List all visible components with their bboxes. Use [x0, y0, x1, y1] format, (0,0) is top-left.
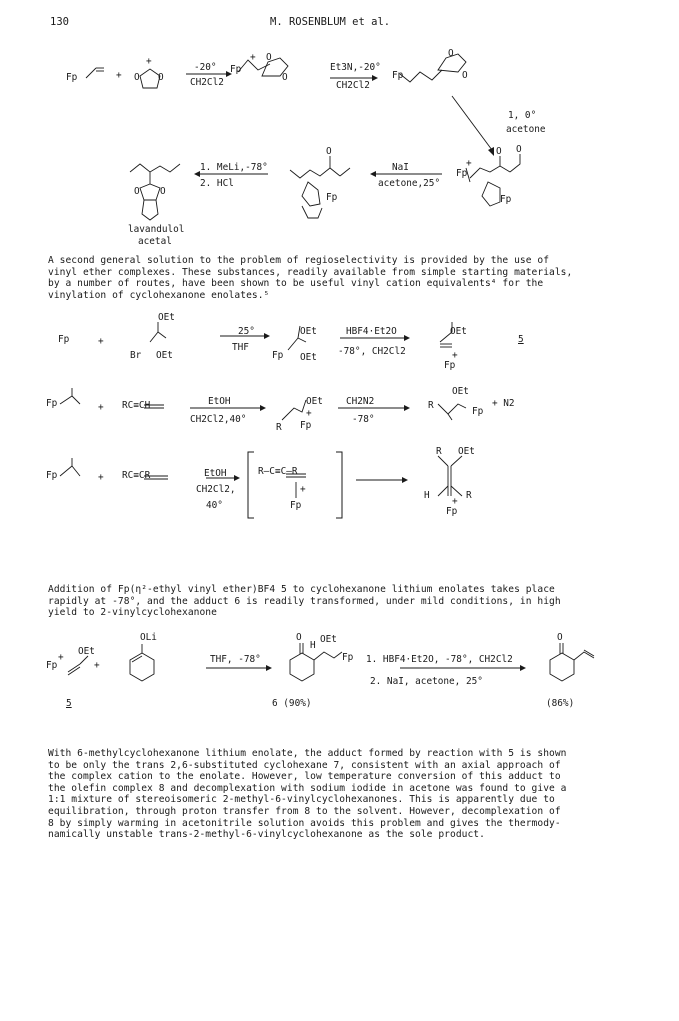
- plus-sign: +: [94, 660, 100, 671]
- text-line: namically unstable trans-2-methyl-6-vinylcyclohexanone as the sole product.: [48, 829, 485, 841]
- oxygen-label: O: [266, 52, 272, 63]
- ethoxy-label: OEt: [458, 446, 475, 457]
- condition-2-bottom: 2. NaI, acetone, 25°: [370, 676, 483, 687]
- product-name-line2: acetal: [138, 236, 172, 247]
- page-number: 130: [50, 16, 69, 28]
- ethoxy-label: OEt: [78, 646, 95, 657]
- plus-charge: +: [58, 652, 64, 663]
- oxygen-label: O: [160, 186, 166, 197]
- condition-top: EtOH: [204, 468, 227, 479]
- text-line: vinyl ether complexes. These substances, readily available from simple starting materials,: [48, 266, 573, 278]
- alkyne-reagent: RC≡CR: [122, 470, 151, 481]
- ethoxy-label: OEt: [300, 326, 317, 337]
- condition-bottom: THF: [232, 342, 249, 353]
- compound-number: 5: [66, 698, 72, 709]
- condition-top: EtOH: [208, 396, 231, 407]
- hydrogen-label: H: [424, 490, 430, 501]
- plus-charge: +: [466, 158, 472, 169]
- condition-1: THF, -78°: [210, 654, 261, 665]
- condition-3-compound: 1, 0°: [508, 110, 537, 121]
- text-line: to be only the trans 2,6-substituted cyclohexane 7, consistent with an axial approach of: [48, 759, 561, 771]
- oxygen-label: O: [557, 632, 563, 643]
- adduct-label: 6 (90%): [272, 698, 312, 709]
- r-group: R: [276, 422, 282, 433]
- nitrogen-product: + N2: [492, 398, 515, 409]
- r-group: R: [466, 490, 472, 501]
- r-group: R: [428, 400, 434, 411]
- fp-label: Fp: [444, 360, 456, 371]
- condition-1-bottom: CH2Cl2: [190, 77, 224, 88]
- r-group: R: [436, 446, 442, 457]
- plus-charge: +: [250, 52, 256, 63]
- fp-label: Fp: [342, 652, 354, 663]
- plus-sign: +: [98, 336, 104, 347]
- oxygen-label: O: [134, 186, 140, 197]
- condition-4-bottom: 2. HCl: [200, 178, 234, 189]
- plus-charge: +: [452, 350, 458, 361]
- oxygen-label: O: [326, 146, 332, 157]
- condition-bottom: -78°: [352, 414, 375, 425]
- oxygen-label: O: [282, 72, 288, 83]
- text-line: equilibration, through proton transfer from 8 to the solvent. However, decomplexation of: [48, 805, 561, 817]
- oxygen-label: O: [496, 146, 502, 157]
- oxygen-label: O: [134, 72, 140, 83]
- enolate-label: OLi: [140, 632, 157, 643]
- condition-5-top: NaI: [392, 162, 409, 173]
- running-title: M. ROSENBLUM et al.: [270, 16, 391, 28]
- plus-charge: +: [300, 484, 306, 495]
- text-line: yield to 2-vinylcyclohexanone: [48, 607, 217, 619]
- ethoxy-label: OEt: [450, 326, 467, 337]
- compound-number: 5: [518, 334, 524, 345]
- text-line: the olefin complex 8 and decomplexation with sodium iodide in acetone was found to give a: [48, 782, 567, 794]
- fp-label: Fp: [66, 72, 78, 83]
- fp-label: Fp: [58, 334, 70, 345]
- hydrogen-label: H: [310, 640, 316, 651]
- ethoxy-label: OEt: [320, 634, 337, 645]
- plus-sign: +: [116, 70, 122, 81]
- fp-label: Fp: [272, 350, 284, 361]
- condition-2-top: 1. HBF4·Et2O, -78°, CH2Cl2: [366, 654, 513, 665]
- condition-bottom: 40°: [206, 500, 223, 511]
- fp-label: Fp: [46, 398, 58, 409]
- text-line: Addition of Fp(η²-ethyl vinyl ether)BF4 5 to cyclohexanone lithium enolates takes place: [48, 584, 555, 595]
- plus-sign: +: [98, 472, 104, 483]
- oxygen-label: O: [296, 632, 302, 643]
- fp-label: Fp: [230, 64, 242, 75]
- condition-bottom: -78°, CH2Cl2: [338, 346, 406, 357]
- vinylidene-intermediate: R—C≡C—R: [258, 466, 298, 477]
- ethoxy-label: OEt: [158, 312, 175, 323]
- product-name-line1: lavandulol: [128, 224, 185, 235]
- ethoxy-label: OEt: [306, 396, 323, 407]
- text-line: 1:1 mixture of stereoisomeric 2-methyl-6-vinylcyclohexanones. This is apparently due to: [48, 794, 555, 806]
- fp-label: Fp: [392, 70, 404, 81]
- fp-label: Fp: [500, 194, 512, 205]
- text-line: by a number of routes, have been shown to be useful vinyl cation equivalents⁴ for the: [48, 278, 544, 290]
- condition-top: CH2N2: [346, 396, 375, 407]
- plus-sign: +: [98, 402, 104, 413]
- condition-5-bottom: acetone,25°: [378, 178, 441, 189]
- fp-label: Fp: [46, 470, 58, 481]
- plus-charge: +: [452, 496, 458, 507]
- fp-label: Fp: [472, 406, 484, 417]
- oxygen-label: O: [448, 48, 454, 59]
- fp-label: Fp: [300, 420, 312, 431]
- ethoxy-label: OEt: [452, 386, 469, 397]
- condition-bottom: CH2Cl2,40°: [190, 414, 247, 425]
- condition-mid: CH2Cl2,: [196, 484, 236, 495]
- condition-3-solvent: acetone: [506, 124, 546, 135]
- fp-label: Fp: [456, 168, 468, 179]
- condition-top: HBF4·Et2O: [346, 326, 397, 337]
- product-yield: (86%): [546, 698, 575, 709]
- text-line: With 6-methylcyclohexanone lithium enolate, the adduct formed by reaction with 5 is shown: [48, 748, 567, 759]
- condition-1-top: -20°: [194, 62, 217, 73]
- fp-label: Fp: [446, 506, 458, 517]
- condition-2-bottom: CH2Cl2: [336, 80, 370, 91]
- fp-label: Fp: [290, 500, 302, 511]
- condition-4-top: 1. MeLi,-78°: [200, 162, 268, 173]
- condition-top: 25°: [238, 326, 255, 337]
- text-line: vinylation of cyclohexanone enolates.⁵: [48, 289, 270, 301]
- paragraph-3: [48, 748, 648, 841]
- plus-charge: +: [146, 56, 152, 67]
- bromo-label: Br: [130, 350, 142, 361]
- plus-charge: +: [306, 408, 312, 419]
- alkyne-reagent: RC≡CH: [122, 400, 151, 411]
- condition-2-top: Et3N,-20°: [330, 62, 381, 73]
- ethoxy-label: OEt: [300, 352, 317, 363]
- text-line: 8 by simply warming in acetonitrile solution avoids this problem and gives the thermody-: [48, 817, 561, 829]
- text-line: rapidly at -78°, and the adduct 6 is readily transformed, under mild conditions, in high: [48, 595, 561, 607]
- oxygen-label: O: [516, 144, 522, 155]
- oxygen-label: O: [158, 72, 164, 83]
- oxygen-label: O: [462, 70, 468, 81]
- fp-label: Fp: [46, 660, 58, 671]
- text-line: the complex cation to the enolate. However, low temperature conversion of this adduct to: [48, 771, 561, 783]
- fp-label: Fp: [326, 192, 338, 203]
- ethoxy-label: OEt: [156, 350, 173, 361]
- text-line: A second general solution to the problem of regioselectivity is provided by the use of: [48, 255, 550, 266]
